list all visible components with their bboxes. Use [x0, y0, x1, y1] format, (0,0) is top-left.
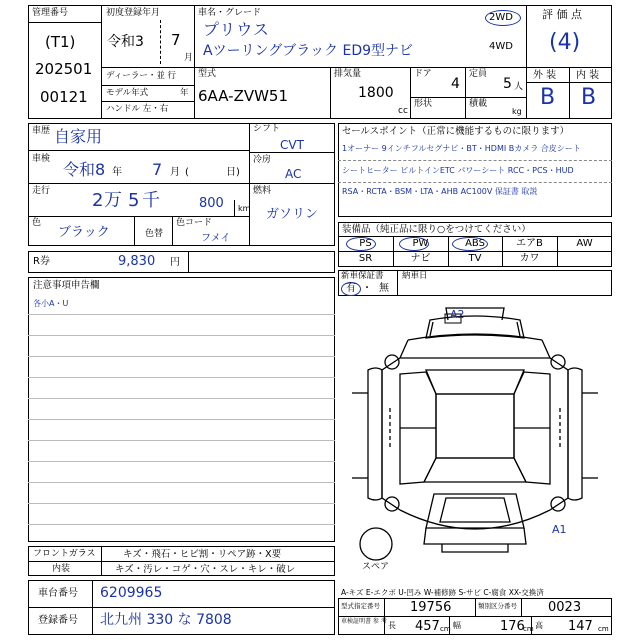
- notes-rule: [28, 461, 335, 462]
- warranty-sep: ・: [362, 283, 372, 294]
- width-value: 176: [500, 619, 525, 634]
- divider: [28, 183, 335, 184]
- reg-year-era: 令和3: [107, 34, 144, 50]
- divider: [134, 216, 135, 246]
- interior-cond-value: キズ・汚レ・コゲ・穴・スレ・キレ・破レ: [115, 564, 296, 575]
- divider: [338, 616, 612, 617]
- divider: [569, 67, 570, 119]
- equip-leather: カワ: [519, 253, 540, 264]
- divider: [330, 67, 331, 119]
- divider: [234, 200, 235, 216]
- load-unit: kg: [512, 107, 522, 116]
- capacity-label: 定員: [469, 69, 488, 79]
- chassis-label: 車台番号: [38, 588, 78, 599]
- divider: [101, 85, 194, 86]
- width-unit: cm: [523, 625, 534, 633]
- height-unit: cm: [598, 625, 609, 633]
- divider: [475, 598, 476, 616]
- displacement-value: 1800: [358, 85, 394, 101]
- height-label: 高: [535, 621, 543, 630]
- car-history-label: 車歴: [32, 126, 51, 136]
- divider: [28, 150, 249, 151]
- aircon-value: AC: [285, 167, 302, 181]
- divider: [28, 22, 101, 23]
- reg-year-month-unit: 月: [184, 53, 194, 63]
- color-code-value: フメイ: [201, 233, 231, 244]
- sales-point-line-3: RSA・RCTA・BSM・LTA・AHB AC100V 保証書 取説: [342, 187, 538, 196]
- equip-navi: ナビ: [410, 253, 431, 264]
- load-label: 積載: [469, 99, 488, 109]
- inspection-month: 7: [152, 160, 163, 179]
- divider: [465, 97, 466, 119]
- displacement-label: 排気量: [334, 69, 362, 79]
- equip-ps: PS: [359, 238, 372, 249]
- equip-pw: PW: [412, 238, 429, 249]
- height-value: 147: [568, 619, 593, 634]
- divider: [28, 561, 335, 562]
- divider: [160, 20, 161, 64]
- displacement-unit: cc: [398, 106, 408, 116]
- car-grade: Aツーリングブラック ED9型ナビ: [203, 43, 413, 59]
- capacity-value: 5: [503, 76, 512, 92]
- warranty-label: 新車保証書: [341, 271, 384, 281]
- shift-value: CVT: [280, 138, 304, 152]
- damage-a2: A2: [450, 308, 465, 321]
- notes-rule: [28, 503, 335, 504]
- eval-score: (4): [549, 30, 581, 55]
- equip-airbag: エアB: [516, 238, 543, 249]
- capacity-unit: 人: [514, 82, 524, 92]
- notes-rule: [28, 419, 335, 420]
- chassis-value: 6209965: [100, 585, 163, 601]
- divider: [338, 251, 612, 252]
- model-year-unit: 年: [180, 88, 189, 98]
- notes-rule: [28, 482, 335, 483]
- inspection-label: 車検: [32, 154, 51, 164]
- damage-legend: A-キズ E-エクボ U-凹み W-補修跡 S-サビ C-腐食 XX-交換済: [341, 588, 544, 597]
- shift-label: シフト: [253, 124, 281, 134]
- dealer-label: ディーラー・並 行: [106, 71, 177, 81]
- length-value: 457: [415, 619, 440, 634]
- divider: [101, 101, 194, 102]
- mgmt-number-1: 202501: [35, 60, 93, 78]
- drive-2wd: 2WD: [489, 12, 513, 23]
- divider: [465, 67, 466, 97]
- notes-label: 注意事項申告欄: [33, 280, 100, 291]
- notes-rule: [28, 524, 335, 525]
- ref-label: 車検証明書 参 考: [341, 618, 387, 625]
- color-change-label: 色替: [145, 229, 164, 239]
- reg-year-month: 7: [171, 31, 181, 49]
- mileage-1k: 5: [128, 190, 140, 211]
- mileage-rest: 800: [199, 196, 224, 211]
- divider: [249, 152, 335, 153]
- divider: [188, 251, 189, 273]
- windshield-value: キズ・飛石・ヒビ割・リペア跡・X要: [123, 549, 282, 560]
- divider: [28, 216, 249, 217]
- recycle-unit: 円: [170, 257, 180, 268]
- drive-4wd: 4WD: [489, 41, 513, 52]
- model-designation-value: 19756: [410, 600, 452, 615]
- inspection-month-unit: 月: [170, 167, 180, 178]
- warranty-have: 有: [346, 283, 356, 294]
- recycle-value: 9,830: [118, 254, 156, 269]
- rule: [338, 182, 612, 183]
- mileage-1k-unit: 千: [142, 190, 160, 211]
- interior-label: 内 装: [576, 70, 600, 81]
- plate-label: 登録番号: [38, 615, 78, 626]
- divider: [410, 67, 411, 119]
- model-value: 6AA-ZVW51: [198, 87, 289, 105]
- aircon-label: 冷房: [253, 155, 272, 165]
- divider: [410, 97, 526, 98]
- notes-rule: [28, 356, 335, 357]
- notes-rule: [28, 314, 335, 315]
- delivery-label: 納車日: [402, 271, 428, 281]
- model-designation-label: 型式指定番号: [341, 602, 380, 610]
- rule: [338, 160, 612, 161]
- reg-year-label: 初度登録年月: [106, 8, 161, 18]
- fuel-value: ガソリン: [266, 207, 319, 222]
- category-value: 0023: [548, 600, 582, 615]
- divider: [249, 123, 250, 246]
- divider: [526, 5, 527, 119]
- model-label: 型式: [198, 69, 217, 79]
- mgmt-number-2: 00121: [40, 88, 88, 106]
- notes-line-1: 各小A・U: [33, 299, 69, 308]
- shape-label: 形状: [414, 99, 433, 109]
- color-value: ブラック: [58, 225, 110, 240]
- divider: [194, 5, 195, 119]
- notes-rule: [28, 377, 335, 378]
- door-label: ドア: [414, 69, 432, 79]
- spare-label: スペア: [362, 562, 390, 572]
- damage-a1: A1: [552, 523, 567, 536]
- exterior-grade: B: [540, 85, 556, 110]
- inspection-era: 令和8: [63, 160, 106, 179]
- notes-rule: [28, 398, 335, 399]
- mileage-unit: km: [238, 204, 251, 213]
- recycle-block: [28, 251, 335, 273]
- equipment-label: 装備品（純正品に限り○をつけてください）: [342, 224, 531, 235]
- divider: [28, 607, 335, 608]
- divider: [397, 270, 398, 296]
- notes-rule: [28, 440, 335, 441]
- interior-cond-label: 内装: [52, 564, 71, 574]
- divider: [101, 67, 526, 68]
- inspection-day-unit: 日): [226, 167, 240, 178]
- eval-label: 評 価 点: [542, 8, 582, 21]
- equip-aw: AW: [576, 238, 593, 249]
- mgmt-label: 管理番号: [32, 8, 69, 18]
- recycle-label: R券: [33, 256, 50, 267]
- interior-grade: B: [581, 85, 597, 110]
- sales-point-label: セールスポイント（正常に機能するものに限ります）: [342, 126, 570, 137]
- equip-abs: ABS: [465, 238, 485, 249]
- mileage-10k: 2: [92, 190, 104, 211]
- warranty-none: 無: [379, 283, 389, 294]
- car-history-value: 自家用: [54, 127, 103, 146]
- sales-point-line-2: シートヒーター ビルトインETC パワーシート RCC・PCS・HUD: [342, 166, 574, 175]
- exterior-label: 外 装: [533, 70, 557, 81]
- fuel-label: 燃料: [253, 186, 272, 196]
- divider: [384, 598, 385, 635]
- length-unit: cm: [440, 625, 451, 633]
- car-damage-diagram: [338, 298, 612, 580]
- length-label: 長: [388, 621, 396, 630]
- inspection-paren: (: [185, 167, 189, 178]
- category-label: 類別区分番号: [478, 602, 517, 610]
- model-year-label: モデル年式: [106, 88, 149, 98]
- door-value: 4: [451, 76, 460, 92]
- handle-label: ハンドル 左・右: [106, 104, 169, 114]
- width-label: 幅: [453, 621, 461, 630]
- inspection-era-unit: 年: [112, 167, 122, 178]
- divider: [521, 598, 522, 616]
- windshield-label: フロントガラス: [33, 549, 96, 559]
- divider: [172, 216, 173, 246]
- color-label: 色: [32, 218, 42, 228]
- mileage-label: 走行: [32, 186, 51, 196]
- equip-sr: SR: [358, 253, 373, 264]
- sales-point-line-1: 1オーナー 9インチフルセグナビ・BT・HDMI Bカメラ 合皮シート: [342, 144, 581, 153]
- color-code-label: 色コード: [176, 218, 213, 228]
- car-name-label: 車名・グレード: [198, 8, 262, 18]
- mileage-10k-unit: 万: [104, 190, 122, 211]
- plate-value: 北九州 330 な 7808: [100, 612, 232, 628]
- car-name: プリウス: [203, 20, 270, 39]
- notes-rule: [28, 335, 335, 336]
- equip-tv: TV: [468, 253, 482, 264]
- lane-number: (T1): [45, 33, 76, 51]
